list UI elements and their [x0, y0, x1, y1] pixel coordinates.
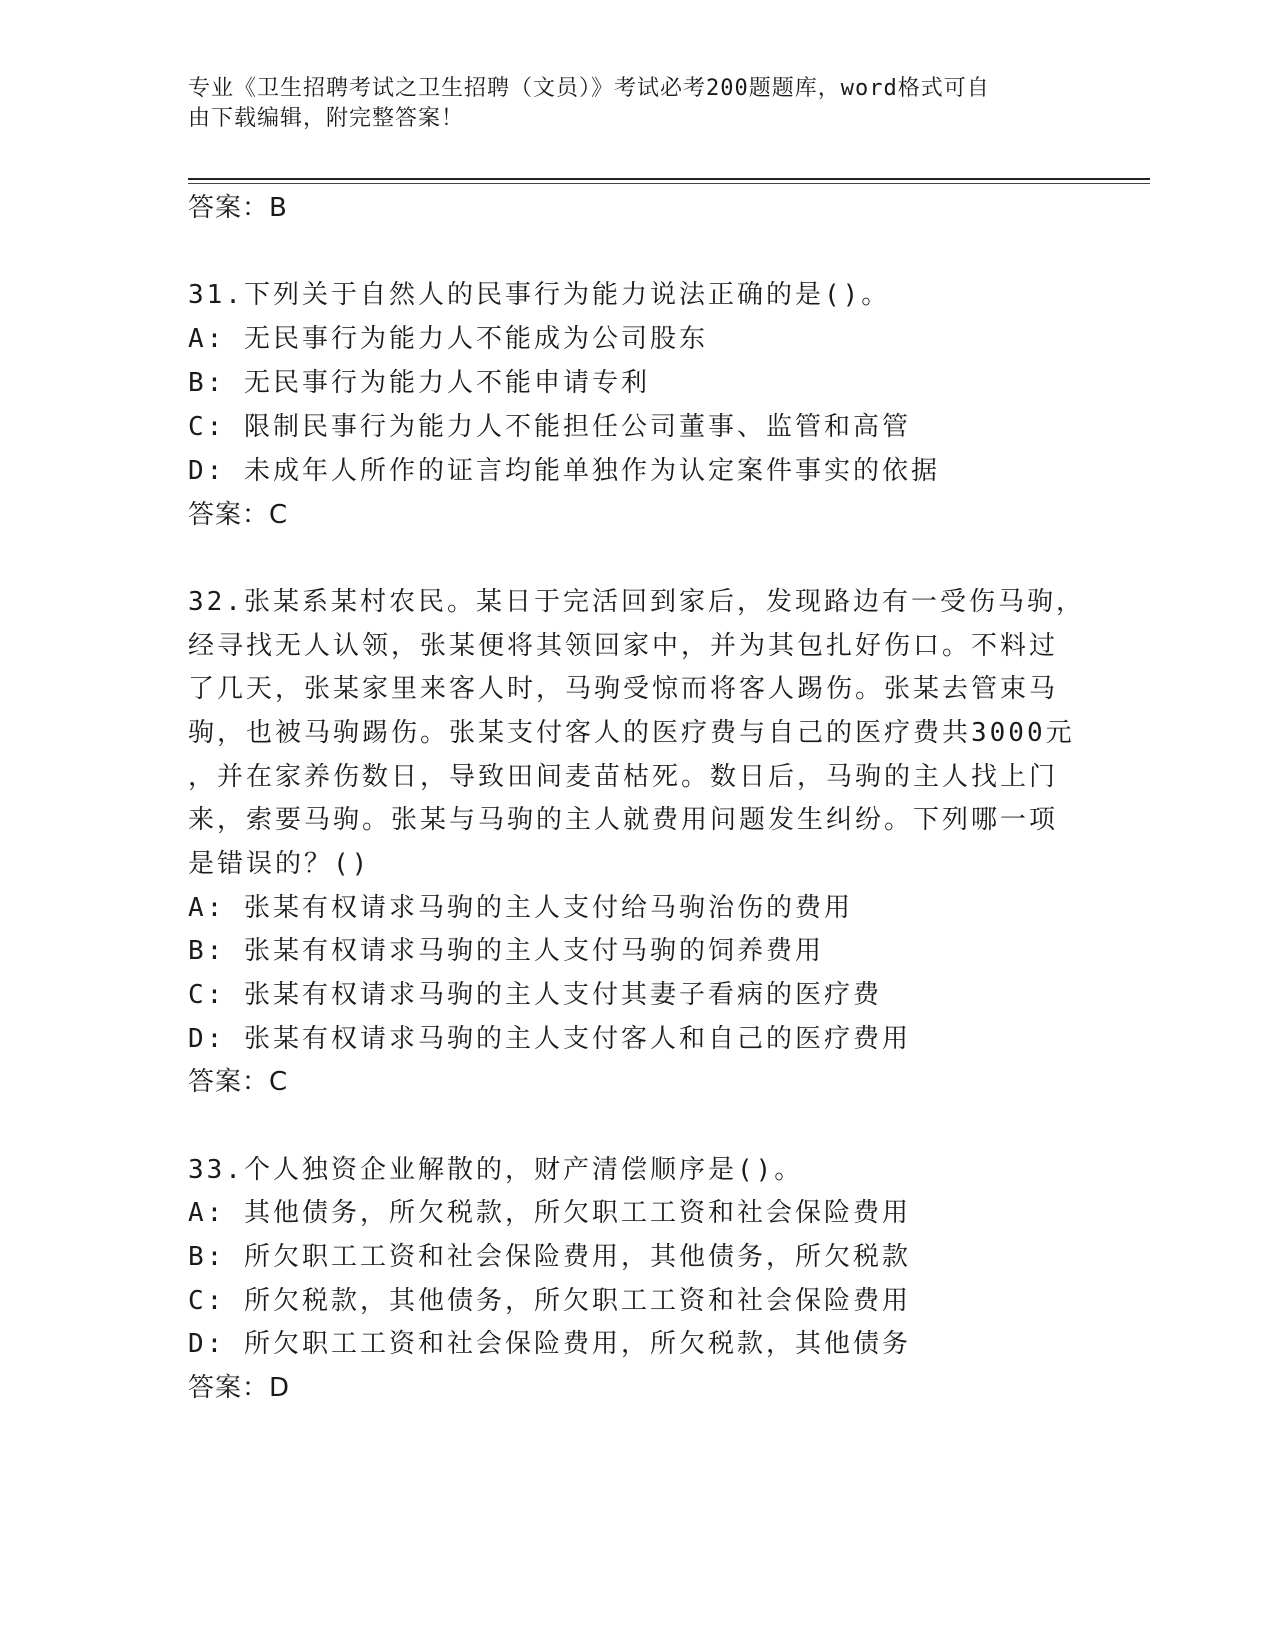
question-32-option-a: A: 张某有权请求马驹的主人支付给马驹治伤的费用 [188, 893, 853, 923]
question-32-option-d: D: 张某有权请求马驹的主人支付客人和自己的医疗费用 [188, 1024, 911, 1054]
question-32-stem-line-4: 驹，也被马驹踢伤。张某支付客人的医疗费与自己的医疗费共3000元 [188, 718, 1075, 748]
question-33-option-c: C: 所欠税款，其他债务，所欠职工工资和社会保险费用 [188, 1286, 911, 1316]
question-33-option-a: A: 其他债务，所欠税款，所欠职工工资和社会保险费用 [188, 1198, 911, 1228]
question-33-option-b: B: 所欠职工工资和社会保险费用，其他债务，所欠税款 [188, 1242, 911, 1272]
question-31-option-a: A: 无民事行为能力人不能成为公司股东 [188, 324, 708, 354]
question-31-option-c: C: 限制民事行为能力人不能担任公司董事、监管和高管 [188, 412, 911, 442]
question-32-stem-line-1: 32.张某系某村农民。某日于完活回到家后，发现路边有一受伤马驹， [188, 587, 1085, 617]
header-line-2: 由下载编辑，附完整答案！ [188, 106, 465, 131]
document-header [188, 74, 1088, 134]
header-line-1: 专业《卫生招聘考试之卫生招聘（文员）》考试必考200题题库，word格式可自 [188, 76, 990, 101]
question-31-stem: 31.下列关于自然人的民事行为能力说法正确的是()。 [188, 280, 891, 310]
question-32-answer: 答案：C [188, 1067, 289, 1097]
question-32-stem-line-2: 经寻找无人认领，张某便将其领回家中，并为其包扎好伤口。不料过 [188, 631, 1059, 661]
question-32-stem-line-7: 是错误的？() [188, 849, 371, 879]
header-divider-thin [188, 183, 1150, 184]
question-33-option-d: D: 所欠职工工资和社会保险费用，所欠税款，其他债务 [188, 1329, 911, 1359]
header-divider-thick [188, 178, 1150, 180]
question-32-stem-line-3: 了几天，张某家里来客人时，马驹受惊而将客人踢伤。张某去管束马 [188, 674, 1059, 704]
question-31-answer: 答案：C [188, 500, 289, 530]
question-33-stem: 33.个人独资企业解散的，财产清偿顺序是()。 [188, 1155, 804, 1185]
question-33-answer: 答案：D [188, 1373, 291, 1403]
question-31-option-b: B: 无民事行为能力人不能申请专利 [188, 368, 650, 398]
question-32-option-c: C: 张某有权请求马驹的主人支付其妻子看病的医疗费 [188, 980, 882, 1010]
question-32-stem-line-5: ，并在家养伤数日，导致田间麦苗枯死。数日后，马驹的主人找上门 [188, 762, 1059, 792]
question-32-option-b: B: 张某有权请求马驹的主人支付马驹的饲养费用 [188, 936, 824, 966]
question-32-stem-line-6: 来，索要马驹。张某与马驹的主人就费用问题发生纠纷。下列哪一项 [188, 805, 1059, 835]
answer-prev: 答案：B [188, 193, 288, 223]
question-31-option-d: D: 未成年人所作的证言均能单独作为认定案件事实的依据 [188, 456, 940, 486]
